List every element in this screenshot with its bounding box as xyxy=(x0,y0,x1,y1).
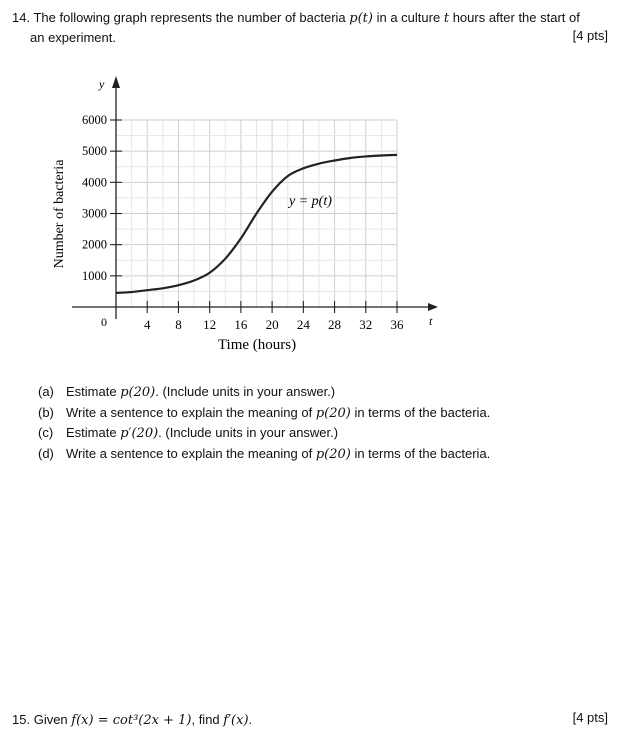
math-expression: f(x) = cot³(2x + 1) xyxy=(71,713,192,728)
question-text: in a culture xyxy=(376,10,441,25)
chart-ticks xyxy=(82,113,404,332)
x-tick-label: 36 xyxy=(390,317,404,332)
y-tick-label: 1000 xyxy=(82,268,107,283)
math-expression: p(t) xyxy=(349,11,373,26)
math-expression: p(20) xyxy=(315,446,351,462)
question-14-line2: an experiment. xyxy=(30,30,116,45)
math-expression: p′(20) xyxy=(120,426,159,441)
x-tick-label: 32 xyxy=(359,317,373,332)
x-tick-label: 4 xyxy=(143,317,151,332)
y-tick-label: 3000 xyxy=(82,206,107,221)
part-text: . (Include units in your answer.) xyxy=(158,425,339,440)
x-tick-label: 8 xyxy=(175,317,182,332)
x-tick-label: 24 xyxy=(296,317,310,332)
y-tick-label: 2000 xyxy=(82,237,107,252)
x-axis-arrow xyxy=(428,303,438,311)
x-axis-letter: t xyxy=(429,314,433,328)
x-tick-label: 28 xyxy=(328,317,342,332)
origin-label: 0 xyxy=(101,315,107,329)
part-b xyxy=(38,403,490,424)
math-expression: p(20) xyxy=(120,385,156,400)
math-expression: f′(x) xyxy=(223,713,249,728)
part-text: in terms of the bacteria. xyxy=(350,404,491,420)
part-label: (d) xyxy=(38,445,54,461)
part-text: Estimate xyxy=(66,384,117,399)
x-tick-label: 20 xyxy=(265,317,279,332)
part-a xyxy=(38,382,490,403)
x-axis-label: Time (hours) xyxy=(217,337,297,353)
math-expression: p(20) xyxy=(315,405,351,421)
question-text: . xyxy=(248,712,253,727)
curve-label: y = p(t) xyxy=(289,194,332,209)
part-c xyxy=(38,423,490,444)
y-axis-arrow xyxy=(112,76,120,88)
question-number: 14. xyxy=(12,10,31,25)
question-14-points: [4 pts] xyxy=(572,28,608,43)
part-text: Estimate xyxy=(66,425,117,440)
question-number: 15. xyxy=(12,712,31,727)
y-tick-label: 4000 xyxy=(82,175,107,190)
y-axis-letter: y xyxy=(99,77,105,91)
question-text: hours after the start of xyxy=(452,10,580,25)
part-label: (c) xyxy=(38,425,54,440)
part-text: Write a sentence to explain the meaning of xyxy=(66,445,313,461)
part-d xyxy=(38,444,490,465)
question-text: The following graph represents the number of bacteria xyxy=(33,10,346,25)
part-text: in terms of the bacteria. xyxy=(350,445,491,461)
question-text: Given xyxy=(33,712,68,727)
question-text: , find xyxy=(191,712,220,727)
y-tick-label: 6000 xyxy=(82,113,107,127)
x-tick-label: 16 xyxy=(234,317,248,332)
question-14-parts xyxy=(38,382,490,464)
question-15-points: [4 pts] xyxy=(572,710,608,725)
y-tick-label: 5000 xyxy=(82,144,107,159)
part-label: (a) xyxy=(38,384,54,399)
part-text: Write a sentence to explain the meaning of xyxy=(66,404,313,420)
part-label: (b) xyxy=(38,404,54,420)
question-15 xyxy=(12,710,252,730)
part-text: . (Include units in your answer.) xyxy=(155,384,336,399)
y-axis-label: Number of bacteria xyxy=(52,159,67,269)
math-variable: t xyxy=(443,11,450,26)
x-tick-label: 12 xyxy=(203,317,217,332)
